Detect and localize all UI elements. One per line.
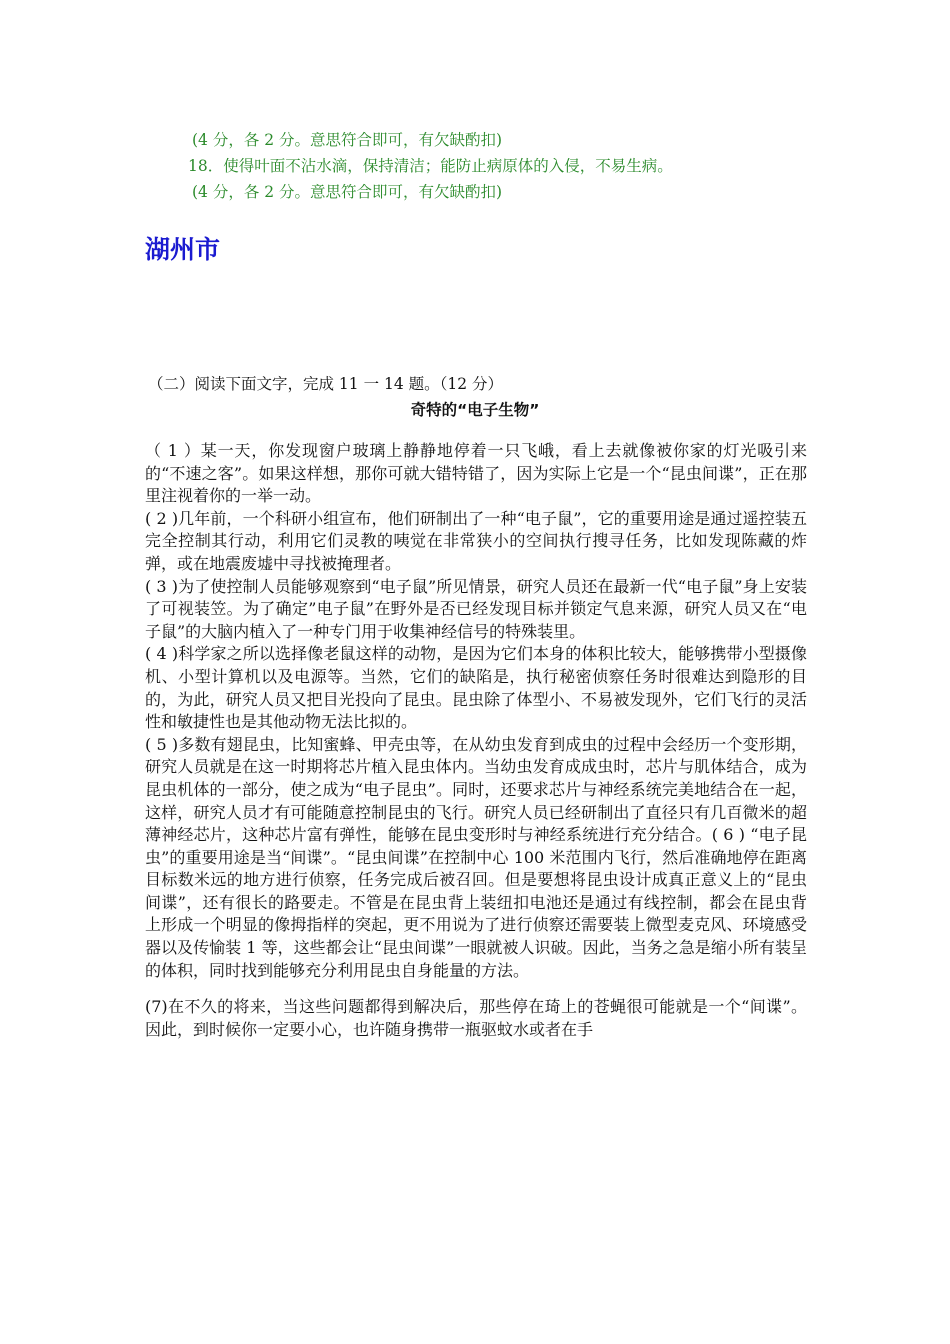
section-heading-city: 湖州市 [145, 235, 221, 264]
answer-line-2: 18．使得叶面不沾水滴，保持清洁；能防止病原体的入侵，不易生病。 [188, 157, 673, 175]
paragraph-3: ( 3 )为了使控制人员能够观察到“电子鼠”所见情景，研究人员还在最新一代“电子鼠”身上安装了可视装笠。为了确定”电子鼠”在野外是否已经发现目标并锁定气息来源，研究人员又在“电子鼠”的大脑内植入了一种专门用于收集神经信号的特殊装里。 [145, 576, 807, 641]
reading-instruction: （二）阅读下面文字，完成 11 一 14 题。（12 分） [148, 375, 504, 393]
paragraph-1: （ 1 ）某一天，你发现窗户玻璃上静静地停着一只飞峨，看上去就像被你家的灯光吸引来的“不速之客”。如果这样想，那你可就大错特错了，因为实际上它是一个“昆虫间谍”，正在那里注视着你的一举一动。 [145, 441, 807, 506]
paragraph-5: ( 5 )多数有翅昆虫，比知蜜蜂、甲壳虫等，在从幼虫发育到成虫的过程中会经历一个变形期，研究人员就是在这一时期将芯片植入昆虫体内。当幼虫发育成成虫时，芯片与肌体结合，成为昆虫机体的一部分，使之成为“电子昆虫”。同时，还要求芯片与神经系统完美地结合在一起，这样，研究人员才有可能随意控制昆虫的飞行。研究人员已经研制出了直径只有几百微米的超薄神经芯片，这种芯片富有弹性，能够在昆虫变形时与神经系统进行充分结合。( 6 ) “电子昆虫”的重要用途是当“间谍”。“昆虫间谍”在控制中心 100 米范围内飞行，然后准确地停在距离目标数米远的地方进行侦察，任务完成后被召回。但是要想将昆虫设计成真正意义上的“昆虫间谍”，还有很长的路要走。不管是在昆虫背上装纽扣电池还是通过有线控制，都会在昆虫背上形成一个明显的像拇指样的突起，更不用说为了进行侦察还需要装上微型麦克风、环境感受器以及传愉装 1 等，这些都会让“昆虫间谍”一眼就被人识破。因此，当务之急是缩小所有装呈的体积，同时找到能够充分利用昆虫自身能量的方法。 [145, 734, 807, 980]
answer-line-3: (4 分，各 2 分。意思符合即可，有欠缺酌扣) [192, 183, 503, 201]
paragraph-2: ( 2 )几年前，一个科研小组宣布，他们研制出了一种“电子鼠”，它的重要用途是通过遥控装五完全控制其行动，利用它们灵教的咦觉在非常狭小的空间执行搜寻任务，比如发现陈藏的炸弹，或在地震废墟中寻找被掩理者。 [145, 508, 807, 573]
answer-line-1: (4 分，各 2 分。意思符合即可，有欠缺酌扣) [192, 131, 503, 149]
article-title: 奇特的“电子生物” [410, 401, 540, 419]
paragraph-4: ( 4 )科学家之所以选择像老鼠这样的动物，是因为它们本身的体积比较大，能够携带小型摄像机、小型计算机以及电源等。当然，它们的缺陷是，执行秘密侦察任务时很难达到隐形的目的，为此，研究人员又把目光投向了昆虫。昆虫除了体型小、不易被发现外，它们飞行的灵活性和敏捷性也是其他动物无法比拟的。 [145, 644, 807, 732]
article-body [145, 440, 807, 1041]
paragraph-7: (7)在不久的将来，当这些问题都得到解决后，那些停在琦上的苍蝇很可能就是一个“间谍”。因此，到时候你一定要小心，也许随身携带一瓶驱蚊水或者在手 [145, 997, 807, 1039]
